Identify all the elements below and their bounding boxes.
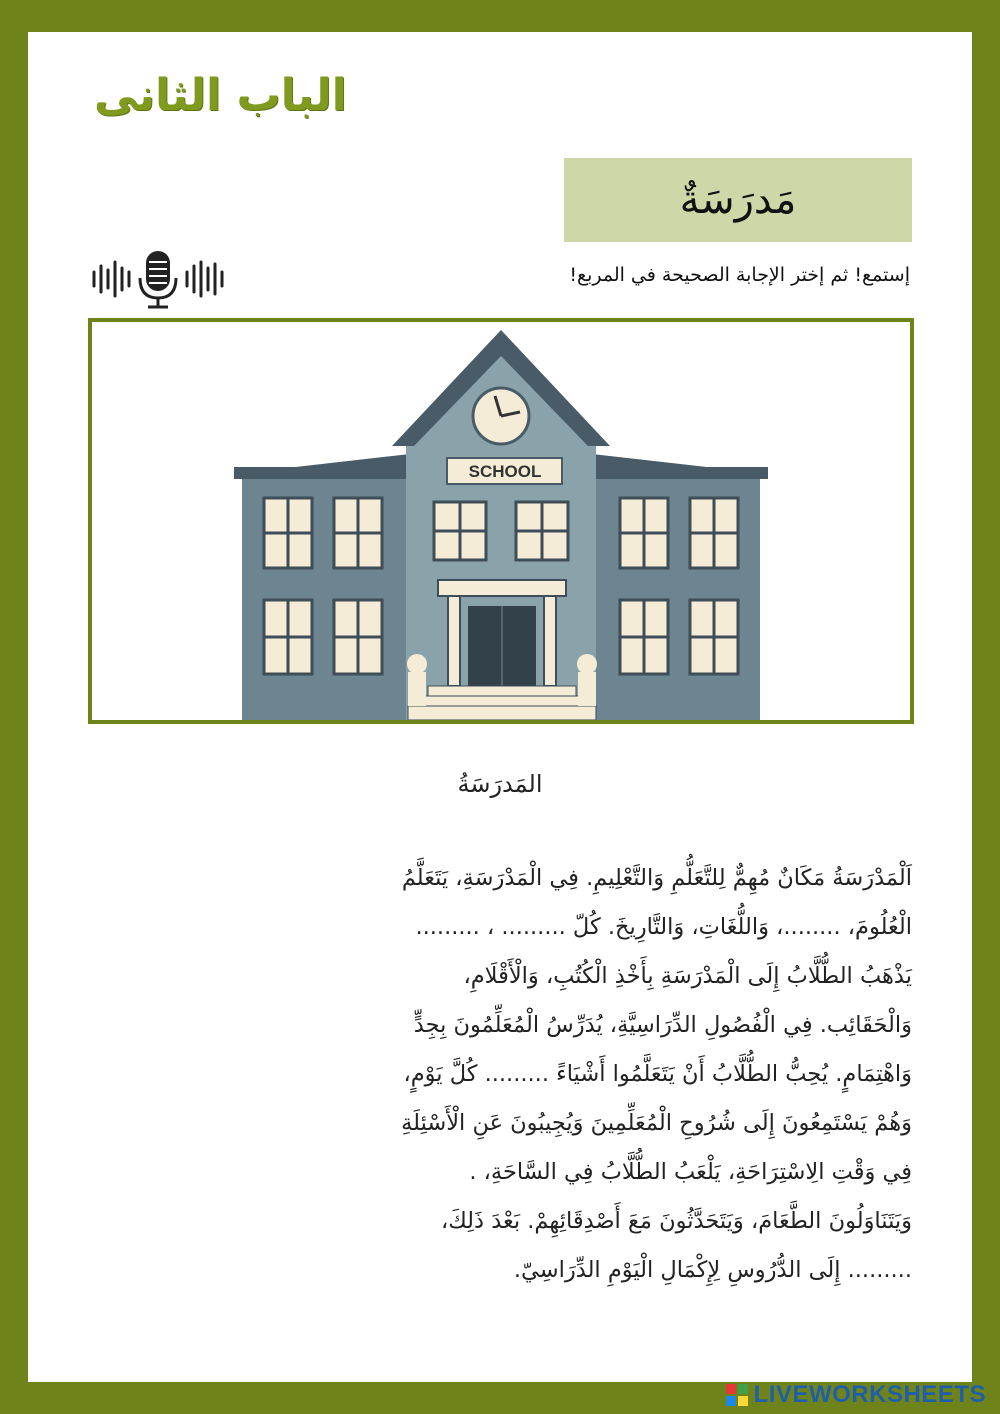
passage-line: الْعُلُومَ، ........، وَاللُّغَاتِ، وَالتَّارِيخَ. كُلّ ......... ، ......... — [415, 914, 912, 940]
school-building-illustration — [92, 322, 910, 720]
liveworksheets-logo-icon — [726, 1384, 748, 1406]
passage-line: فِي وَقْتِ الِاسْتِرَاحَةِ، يَلْعَبُ الطُّلَّابُ فِي السَّاحَةِ، . — [469, 1159, 912, 1185]
reading-passage — [90, 854, 912, 1295]
worksheet-page — [28, 32, 972, 1382]
lesson-title-box — [564, 158, 912, 242]
school-sign-text: SCHOOL — [468, 462, 542, 481]
school-image-frame — [88, 318, 914, 724]
microphone-audio-icon[interactable] — [88, 248, 228, 310]
passage-line: وَاهْتِمَامٍ. يُحِبُّ الطُّلَّابُ أَنْ يَتَعَلَّمُوا أَشْيَاءً ......... كُلَّ يَوْمٍ، — [403, 1061, 912, 1087]
passage-line: اَلْمَدْرَسَةُ مَكَانٌ مُهِمٌّ لِلتَّعَلُّمِ وَالتَّعْلِيمِ. فِي الْمَدْرَسَةِ، يَتَعَلَّمُ — [401, 865, 912, 891]
passage-line: وَالْحَقَائِب. فِي الْفُصُولِ الدِّرَاسِيَّةِ، يُدَرِّسُ الْمُعَلِّمُونَ بِجِدٍّ — [413, 1012, 912, 1038]
liveworksheets-brand[interactable] — [726, 1380, 986, 1410]
passage-line: وَيَتَنَاوَلُونَ الطَّعَامَ، وَيَتَحَدَّثُونَ مَعَ أَصْدِقَائِهِمْ. بَعْدَ ذَلِكَ، — [440, 1208, 912, 1234]
lesson-title: مَدرَسَةٌ — [679, 177, 797, 223]
passage-line: ......... إِلَى الدُّرُوسِ لِإِكْمَالِ الْيَوْمِ الدِّرَاسِيّ. — [513, 1257, 912, 1283]
instruction-text: إستمع! ثم إختر الإجابة الصحيحة في المربع! — [569, 264, 910, 286]
chapter-heading: الباب الثانى — [94, 70, 347, 121]
brand-name: LIVEWORKSHEETS — [753, 1381, 986, 1408]
passage-subtitle: المَدرَسَةُ — [457, 770, 543, 798]
passage-line: يَذْهَبُ الطُّلَّابُ إِلَى الْمَدْرَسَةِ بِأَخْذِ الْكُتُبِ، وَالْأَقْلَامِ، — [463, 963, 912, 989]
passage-line: وَهُمْ يَسْتَمِعُونَ إِلَى شُرُوحِ الْمُعَلِّمِينَ وَيُجِيبُونَ عَنِ الْأَسْئِلَةِ — [401, 1110, 912, 1136]
